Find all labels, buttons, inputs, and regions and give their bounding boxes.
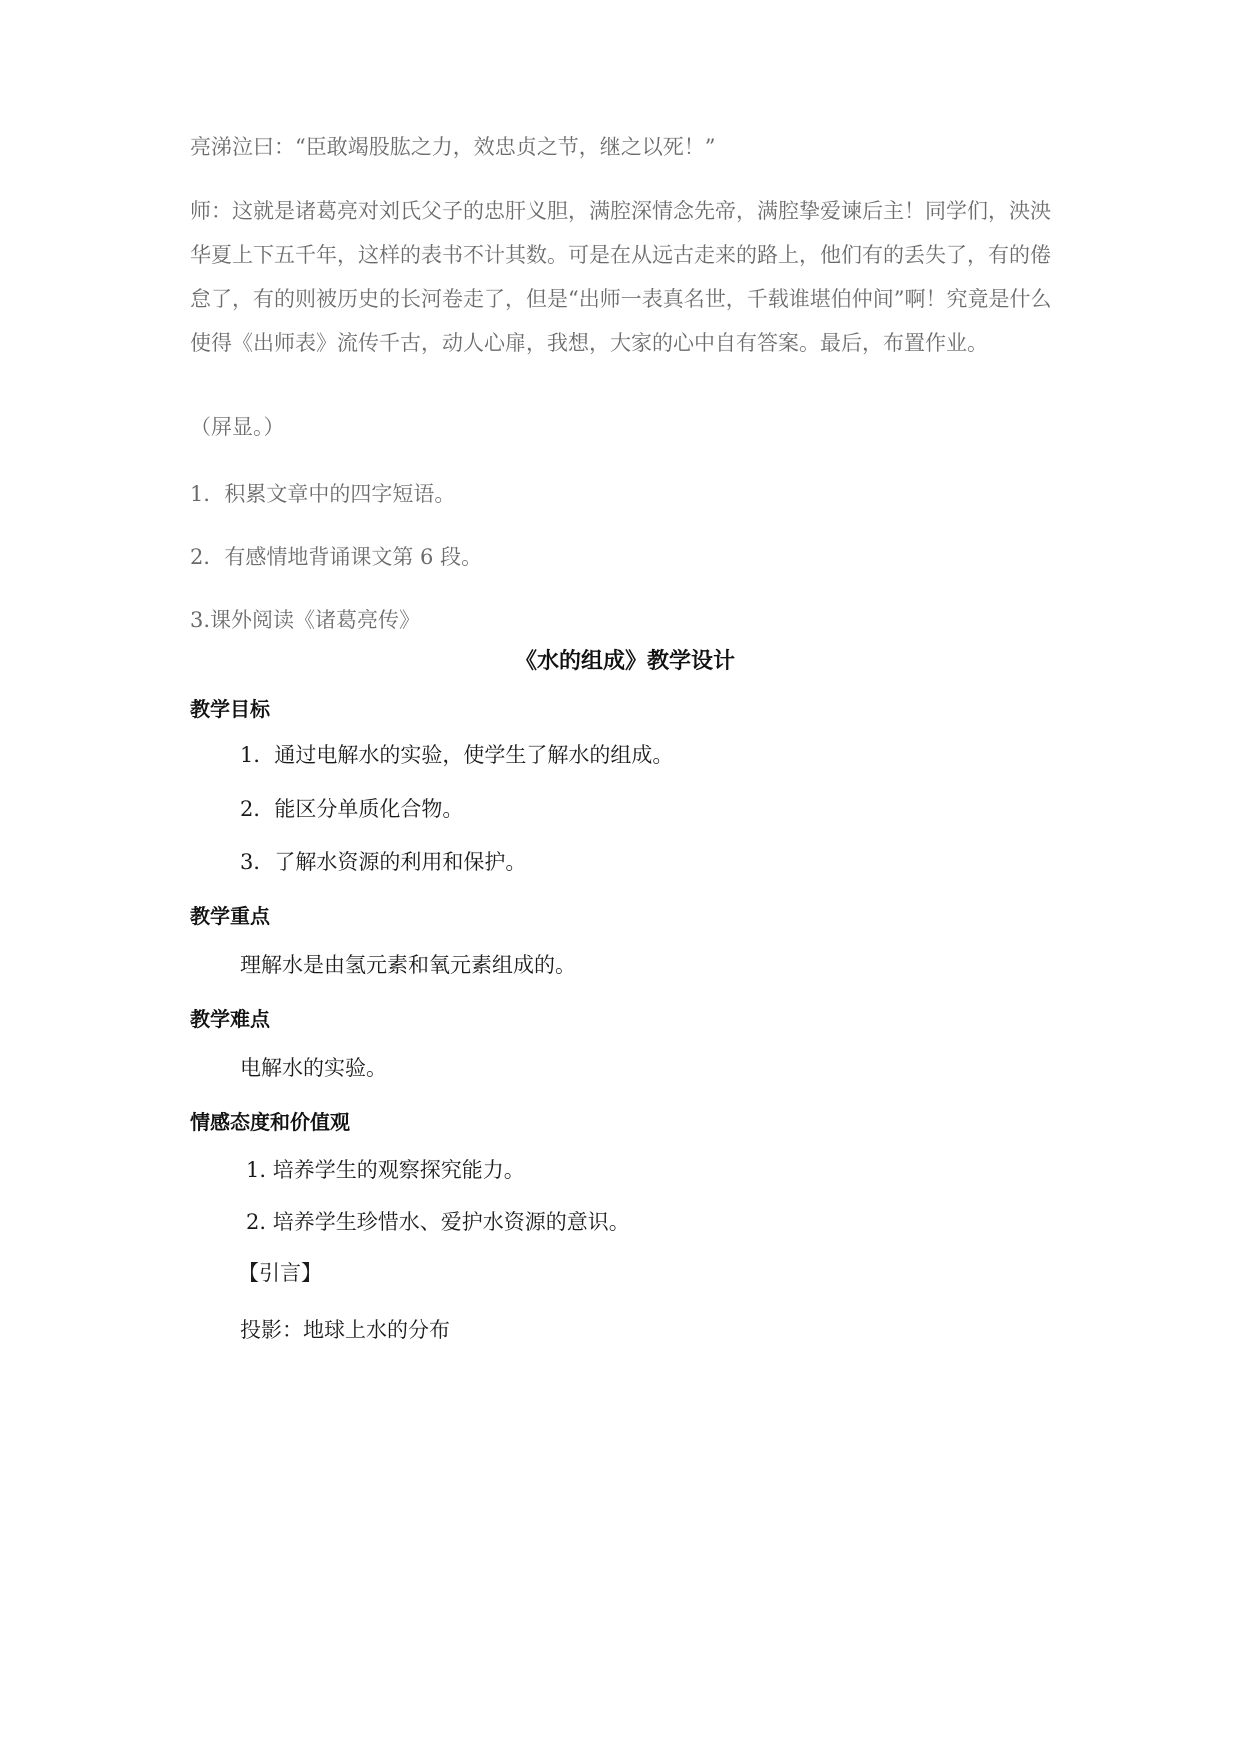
difficulty-heading: 教学难点 (190, 1007, 270, 1031)
values-item-2: 2. 培养学生珍惜水、爱护水资源的意识。 (246, 1210, 630, 1234)
homework-item-2: 2．有感情地背诵课文第 6 段。 (190, 545, 483, 569)
difficulty-text: 电解水的实验。 (240, 1056, 387, 1080)
key-point: 理解水是由氢元素和氧元素组成的。 (240, 953, 576, 977)
teacher-speech: 师：这就是诸葛亮对刘氏父子的忠肝义胆，满腔深情念先帝，满腔挚爱谏后主！同学们，泱泱华夏上下五千年，这样的表书不计其数。可是在从远古走来的路上，他们有的丢失了，有的倦怠了，有的则被历史的长河卷走了，但是“出师一表真名世，千载谁堪伯仲间”啊！究竟是什么使得《出师表》流传千古，动人心扉，我想，大家的心中自有答案。最后，布置作业。 (190, 199, 1052, 355)
intro-label: 【引言】 (238, 1261, 322, 1285)
values-heading: 情感态度和价值观 (190, 1110, 350, 1134)
homework-item-3: 3.课外阅读《诸葛亮传》 (190, 608, 421, 632)
homework-item-1: 1．积累文章中的四字短语。 (190, 482, 456, 506)
goal-item-1: 1．通过电解水的实验，使学生了解水的组成。 (240, 743, 674, 767)
projection-text: 投影：地球上水的分布 (240, 1318, 450, 1342)
goals-heading: 教学目标 (190, 697, 270, 721)
key-heading: 教学重点 (190, 904, 270, 928)
quote-line: 亮涕泣曰：“臣敢竭股肱之力，效忠贞之节，继之以死！” (190, 135, 716, 159)
screen-note: （屏显。） (190, 415, 285, 439)
lesson-title: 《水的组成》教学设计 (514, 649, 735, 674)
goal-item-3: 3．了解水资源的利用和保护。 (240, 850, 527, 874)
goal-item-2: 2．能区分单质化合物。 (240, 797, 464, 821)
values-item-1: 1. 培养学生的观察探究能力。 (246, 1158, 525, 1182)
